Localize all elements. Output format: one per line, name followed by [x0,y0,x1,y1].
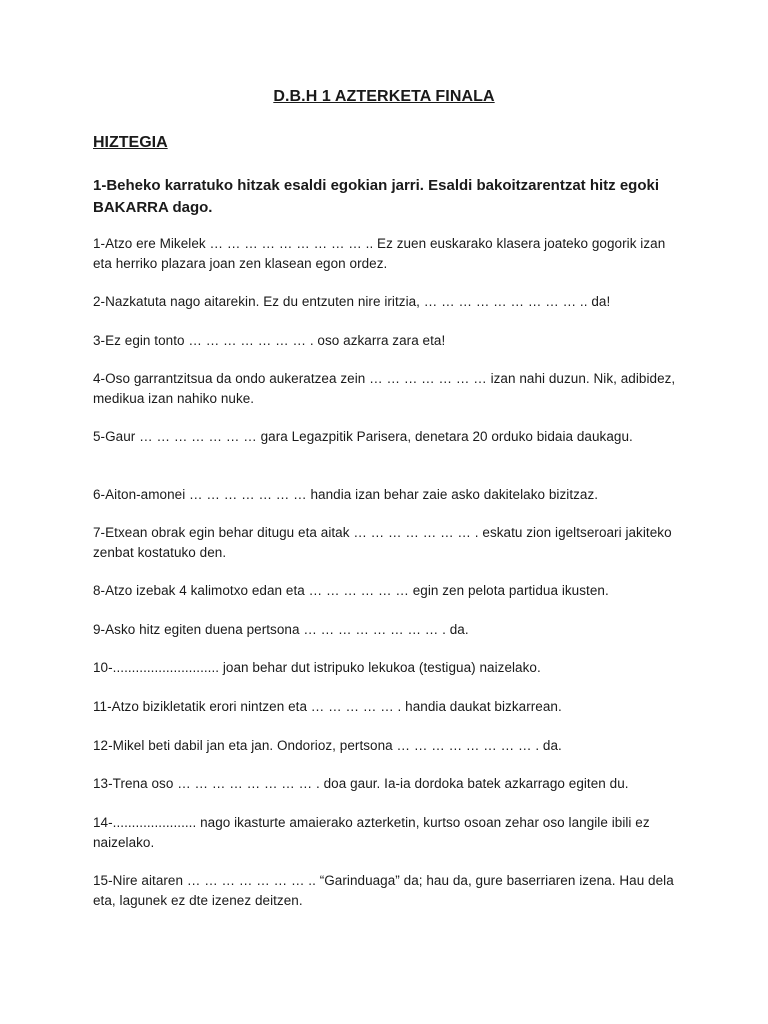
exercise-item-6: 6-Aiton-amonei … … … … … … … handia izan behar zaie asko dakitelako bizitzaz. [93,487,599,502]
exercise-item-7: 7-Etxean obrak egin behar ditugu eta aitak … … … … … … … . eskatu zion igeltseroari jakiteko zenbat kostatuko den. [93,525,672,560]
exercise-item-8: 8-Atzo izebak 4 kalimotxo edan eta … … … … … … egin zen pelota partidua ikusten. [93,583,609,598]
exercise-instruction: 1-Beheko karratuko hitzak esaldi egokian jarri. Esaldi bakoitzarentzat hitz egoki BAKARRA dago. [93,177,660,216]
exercise-item-12: 12-Mikel beti dabil jan eta jan. Ondorioz, pertsona … … … … … … … … . da. [93,738,562,753]
exercise-item-2: 2-Nazkatuta nago aitarekin. Ez du entzuten nire iritzia, … … … … … … … … … .. da! [93,294,611,309]
document-title: D.B.H 1 AZTERKETA FINALA [273,88,495,105]
exercise-item-5: 5-Gaur … … … … … … … gara Legazpitik Parisera, denetara 20 orduko bidaia daukagu. [93,429,633,444]
exercise-item-9: 9-Asko hitz egiten duena pertsona … … … … … … … … . da. [93,622,469,637]
exercise-item-11: 11-Atzo bizikletatik erori nintzen eta … … … … … . handia daukat bizkarrean. [93,699,562,714]
section-heading: HIZTEGIA [93,134,168,151]
exercise-item-10: 10-............................ joan behar dut istripuko lekukoa (testigua) naizelako. [93,660,541,675]
exercise-item-4: 4-Oso garrantzitsua da ondo aukeratzea zein … … … … … … … izan nahi duzun. Nik, adibidez, medikua izan nahiko nuke. [93,371,676,406]
exercise-item-14: 14-...................... nago ikasturte amaierako azterketin, kurtso osoan zehar oso langile ibili ez naizelako. [93,815,650,850]
exercise-item-15: 15-Nire aitaren … … … … … … … .. “Garinduaga” da; hau da, gure baserriaren izena. Hau dela eta, lagunek ez dte izenez deitzen. [93,873,674,908]
exercise-item-3: 3-Ez egin tonto … … … … … … … . oso azkarra zara eta! [93,333,446,348]
exercise-item-1: 1-Atzo ere Mikelek … … … … … … … … … .. Ez zuen euskarako klasera joateko gogorik izan eta herriko plazara joan zen klasean egon ordez. [93,236,666,271]
exercise-item-13: 13-Trena oso … … … … … … … … . doa gaur. Ia-ia dordoka batek azkarrago egiten du. [93,776,629,791]
